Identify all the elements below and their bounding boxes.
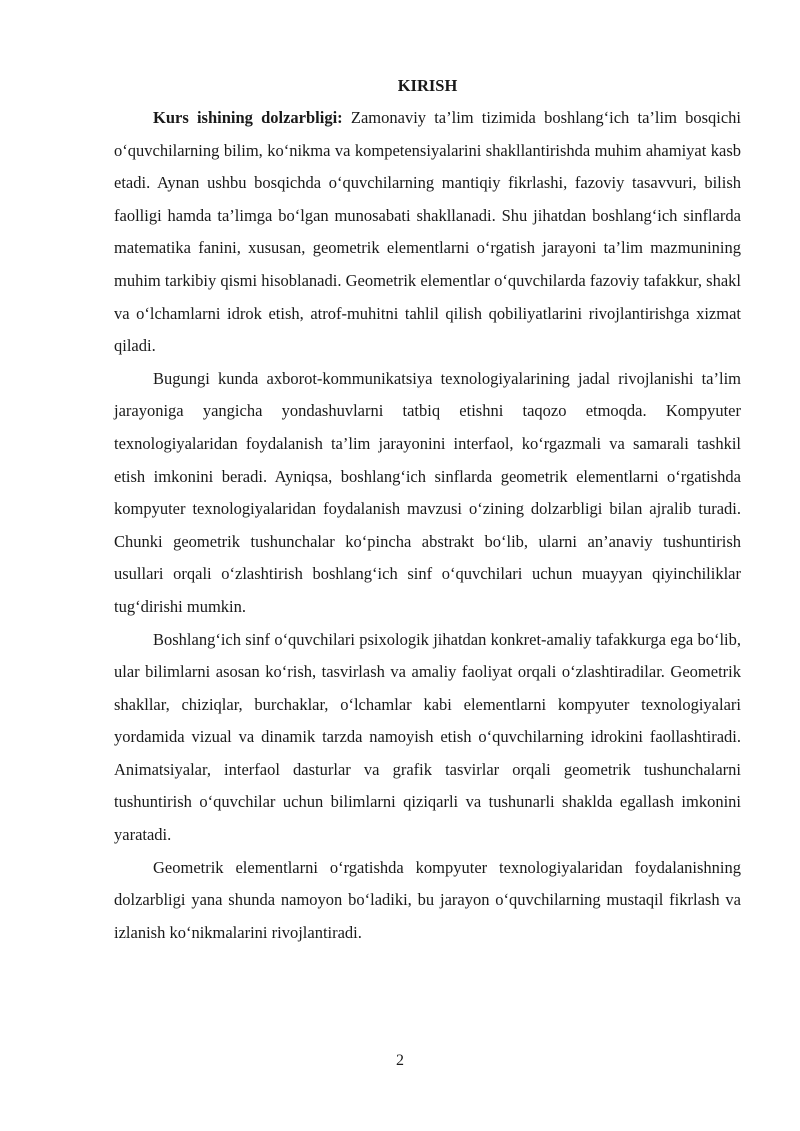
paragraph-relevance xyxy=(114,102,741,363)
document-page xyxy=(114,70,741,949)
section-title: KIRISH xyxy=(397,76,458,95)
page-number: 2 xyxy=(396,1052,404,1069)
paragraph-geometry xyxy=(114,852,741,950)
paragraph-text: Geometrik elementlarni o‘rgatishda kompyuter texnologiyalaridan foydalanishning dolzarbligi yana shunda namoyon bo‘ladiki, bu jarayon o‘quvchilarning mustaqil fikrlash va izlanish ko‘nikmalarini rivojlantiradi. xyxy=(114,857,741,942)
paragraph-psychology xyxy=(114,624,741,852)
paragraph-text: Bugungi kunda axborot-kommunikatsiya texnologiyalarining jadal rivojlanishi ta’lim jarayoniga yangicha yondashuvlarni tatbiq etishni taqozo etmoqda. Kompyuter texnologiyalaridan foydalanish ta’lim jarayonini interfaol, ko‘rgazmali va samarali tashkil etish imkonini beradi. Ayniqsa, boshlang‘ich sinflarda geometrik elementlarni o‘rgatishda kompyuter texnologiyalaridan foydalanish mavzusi o‘zining dolzarbligi bilan ajralib turadi. Chunki geometrik tushunchalar ko‘pincha abstrakt bo‘lib, ularni an’anaviy tushuntirish usullari orqali o‘zlashtirish boshlang‘ich sinf o‘quvchilari uchun muayyan qiyinchiliklar tug‘dirishi mumkin. xyxy=(114,368,741,616)
paragraph-text: Boshlang‘ich sinf o‘quvchilari psixologik jihatdan konkret-amaliy tafakkurga ega bo‘lib, ular bilimlarni asosan ko‘rish, tasvirlash va amaliy faoliyat orqali o‘zlashtiradilar. Geometrik shakllar, chiziqlar, burchaklar, o‘lchamlar kabi elementlarni kompyuter texnologiyalari yordamida vizual va dinamik tarzda namoyish etish o‘quvchilarning idrokini faollashtiradi. Animatsiyalar, interfaol dasturlar va grafik tasvirlar orqali geometrik tushunchalarni tushuntirish o‘quvchilar uchun bilimlarni qiziqarli va tushunarli shaklda egallash imkonini yaratadi. xyxy=(114,629,741,845)
paragraph-text: Zamonaviy ta’lim tizimida boshlang‘ich ta’lim bosqichi o‘quvchilarning bilim, ko‘nikma va kompetensiyalarini shakllantirishda muhim ahamiyat kasb etadi. Aynan ushbu bosqichda o‘quvchilarning mantiqiy fikrlashi, fazoviy tasavvuri, bilish faolligi hamda ta’limga bo‘lgan munosabati shakllanadi. Shu jihatdan boshlang‘ich sinflarda matematika fanini, xususan, geometrik elementlarni o‘rgatish jarayoni ta’lim mazmunining muhim tarkibiy qismi hisoblanadi. Geometrik elementlar o‘quvchilarda fazoviy tafakkur, shakl va o‘lchamlarni idrok etish, atrof-muhitni tahlil qilish qobiliyatlarini rivojlantirishga xizmat qiladi. xyxy=(114,108,742,356)
paragraph-ict xyxy=(114,363,741,624)
paragraph-lead: Kurs ishining dolzarbligi: xyxy=(153,108,343,127)
